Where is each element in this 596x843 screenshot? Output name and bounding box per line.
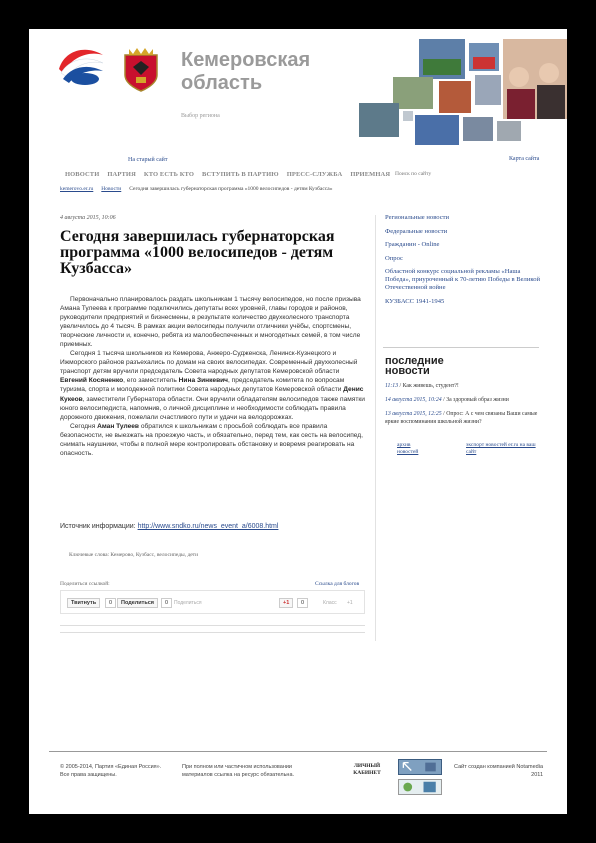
footer-copyright: © 2005-2014, Партия «Единая Россия». Все права защищены. — [60, 764, 162, 778]
counter-badge-icon[interactable] — [398, 759, 442, 775]
photo-collage — [359, 37, 567, 147]
rating-badge-icon[interactable] — [398, 779, 442, 795]
search-input[interactable] — [395, 171, 495, 177]
facebook-share-count: 0 — [161, 598, 172, 608]
main-nav — [65, 171, 390, 178]
page — [29, 29, 567, 814]
divider — [60, 632, 365, 633]
nav-item-who-is-who[interactable]: КТО ЕСТЬ КТО — [143, 171, 195, 178]
sidebar-links — [385, 214, 543, 311]
region-select-link[interactable]: Выбор региона — [181, 113, 220, 119]
source-link[interactable]: http://www.sndko.ru/news_event_a/6008.html — [137, 523, 279, 530]
google-plus-count: 0 — [297, 598, 308, 608]
google-plus-button[interactable]: +1 — [279, 598, 293, 608]
sitemap-link[interactable]: Карта сайта — [509, 156, 540, 162]
sidebar-item-federal-news[interactable]: Федеральные новости — [385, 227, 448, 235]
article-keywords: Ключевые слова: Кемерово, Кузбасс, велосипеды, дети — [69, 552, 199, 558]
old-site-link[interactable]: На старый сайт — [128, 157, 168, 163]
nav-item-party[interactable]: ПАРТИЯ — [107, 171, 136, 178]
divider — [383, 347, 539, 348]
news-item[interactable]: 13 августа 2015, 12:25 / Опрос: А с чем связаны Ваши самые яркие воспоминания школьной жизни? — [385, 411, 538, 425]
nav-item-press[interactable]: ПРЕСС-СЛУЖБА — [286, 171, 343, 178]
tweet-button[interactable]: Твитнуть — [67, 598, 100, 608]
footer-developer: Сайт создан компанией Notamedia 2011 — [454, 764, 543, 778]
site-title: Кемеровская область — [181, 49, 311, 94]
article-title: Сегодня завершилась губернаторская программа «1000 велосипедов - детям Кузбасса» — [60, 228, 335, 277]
odnoklassniki-button[interactable]: Класс — [323, 600, 337, 606]
sidebar-item-citizen-online[interactable]: Гражданин - Online — [385, 241, 440, 248]
nav-item-news[interactable]: НОВОСТИ — [65, 171, 100, 178]
facebook-share-button[interactable]: Поделиться — [117, 598, 158, 608]
tweet-count: 0 — [105, 598, 116, 608]
vk-share-button[interactable]: Поделиться — [174, 600, 202, 606]
kemerovo-coat-of-arms-icon — [121, 45, 161, 93]
sidebar-item-kuzbass-1941[interactable]: КУЗБАСС 1941-1945 — [385, 297, 445, 305]
article-paragraph: Сегодня 1 тысяча школьников из Кемерова, Анжеро-Судженска, Ленинск-Кузнецкого и Ижморского районов разъехались по домам на своих велосипедах. Современный двухколесный транспорт детям вручили председатель Совета народных депутатов Кемеровской области Евгений Косяненко, его заместитель Нина Зинкевич, председатель комитета по вопросам туризма, спорта и молодежной политики Совета народных депутатов Кемеровской области Денис Кукеов, заместители Губернатора области. Они вручили обладателям велосипедов также памятки юного велосипедиста, напомнив, о личной дисциплине и необходимости соблюдать правила дорожного движения, пожелали счастливого пути и удачи на велодорожках. — [60, 350, 365, 421]
footer-divider — [49, 751, 547, 752]
article-body — [60, 295, 366, 458]
article-date: 4 августа 2015, 10:06 — [60, 215, 116, 221]
export-news-link[interactable]: экспорт новостей ег.ru на ваш сайт — [466, 442, 536, 455]
article-paragraph: Сегодня Аман Тулеев обратился к школьникам с просьбой соблюдать все правила безопасности, не выезжать на проезжую часть, и обязательно, перед тем, как сесть на велосипед, снимать наушники, чтобы в полной мере контролировать обстановку и вовремя реагировать на опасность. — [60, 422, 363, 457]
nav-item-join[interactable]: ВСТУПИТЬ В ПАРТИЮ — [202, 171, 279, 178]
personal-cabinet-link[interactable]: ЛИЧНЫЙ КАБИНЕТ — [353, 763, 381, 776]
blog-link-button[interactable]: Ссылка для блогов — [315, 581, 360, 587]
odnoklassniki-count: +1 — [347, 600, 353, 606]
news-item[interactable]: 11:13 / Как живешь, студент?! — [385, 383, 459, 389]
column-divider — [375, 215, 376, 641]
share-label: Поделиться ссылкой: — [60, 581, 110, 587]
breadcrumb — [60, 186, 333, 192]
article-source: Источник информации: http://www.sndko.ru/news_event_a/6008.html — [60, 523, 279, 530]
nav-item-reception[interactable]: ПРИЕМНАЯ — [350, 171, 391, 178]
sidebar-item-regional-news[interactable]: Региональные новости — [385, 214, 450, 221]
all-news-link[interactable]: архив новостей — [397, 442, 419, 455]
sidebar-item-contest[interactable]: Областной конкурс социальной рекламы «Наша Победа», приуроченный к 70-летию Победы в Великой Отечественной войне — [385, 268, 541, 291]
breadcrumb-news[interactable]: Новости — [101, 186, 122, 192]
footer-note: При полном или частичном использовании материалов ссылка на ресурс обязательна. — [182, 764, 295, 778]
united-russia-logo[interactable] — [55, 43, 107, 89]
breadcrumb-home[interactable]: kemerovo.er.ru — [60, 186, 94, 192]
sidebar-item-poll[interactable]: Опрос — [385, 254, 403, 262]
news-item[interactable]: 14 августа 2015, 10:24 / За здоровый образ жизни — [385, 397, 509, 403]
latest-news-heading: последние новости — [385, 355, 444, 377]
breadcrumb-current: Сегодня завершилась губернаторская программа «1000 велосипедов - детям Кузбасса» — [129, 186, 333, 192]
share-bar — [60, 590, 365, 614]
divider — [60, 625, 365, 626]
latest-news-list — [385, 382, 543, 432]
article-paragraph: Первоначально планировалось раздать школьникам 1 тысячу велосипедов, но после призыва Амана Тулеева к программе подключились депутаты всех уровней, главы городов и районов, руководители предприятий и бизнесмены, в результате количество двухколесного транспорта увеличилось до 4 тысяч. В рамках акции велосипеды получили отличники учёбы, спортсмены, творческие личности и, конечно, ребята из малообеспеченных и многодетных семей, в том числе приемных. — [60, 296, 361, 349]
